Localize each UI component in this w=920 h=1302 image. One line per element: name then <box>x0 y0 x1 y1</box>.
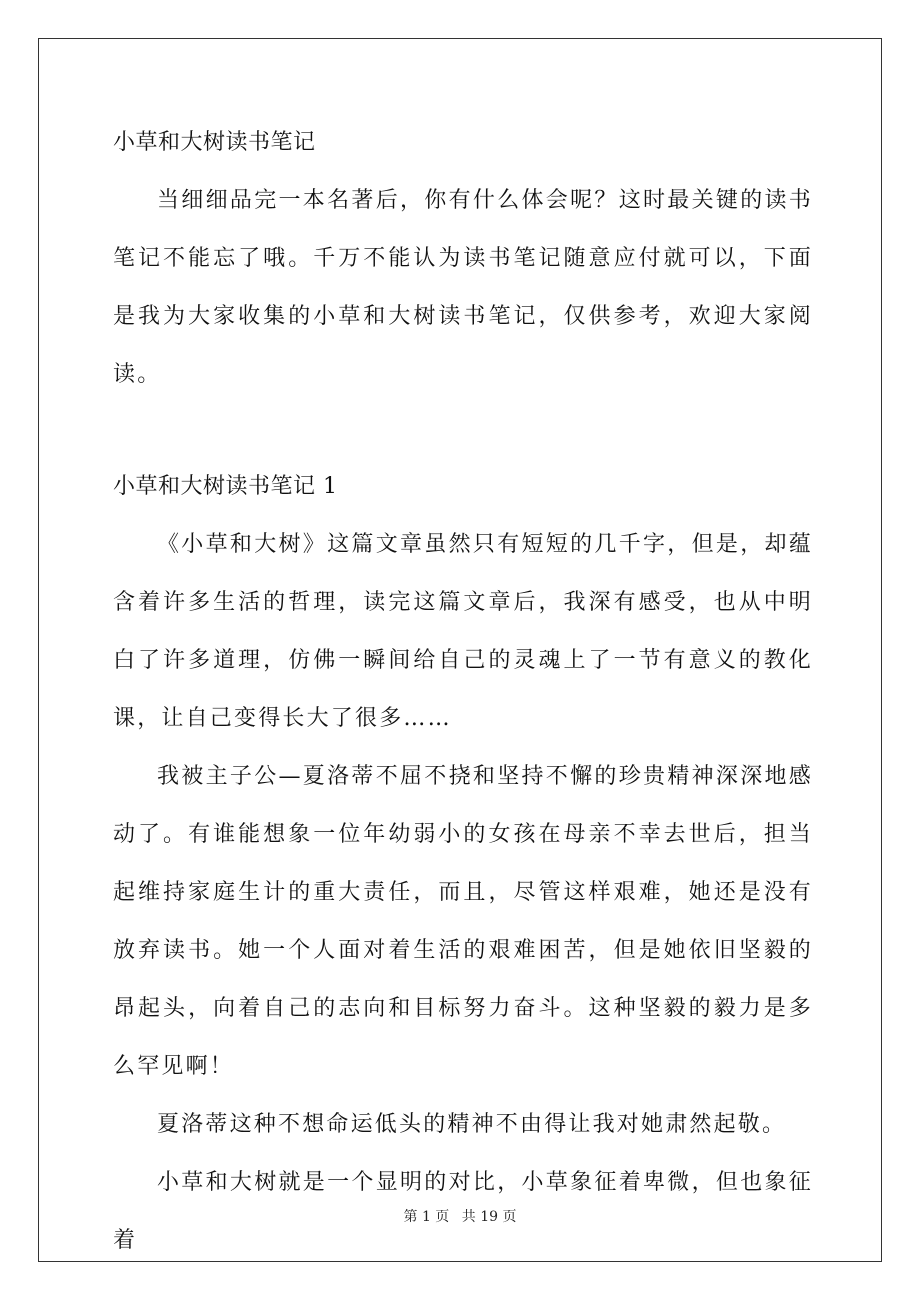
body-paragraph-2: 我被主子公—夏洛蒂不屈不挠和坚持不懈的珍贵精神深深地感动了。有谁能想象一位年幼弱小的女孩在母亲不幸去世后，担当起维持家庭生计的重大责任，而且，尽管这样艰难，她还是没有放弃读书。她一个人面对着生活的艰难困苦，但是她依旧坚毅的昂起头，向着自己的志向和目标努力奋斗。这种坚毅的毅力是多么罕见啊！ <box>113 764 813 1079</box>
page-footer <box>0 1206 920 1226</box>
body-paragraph-1: 《小草和大树》这篇文章虽然只有短短的几千字，但是，却蕴含着许多生活的哲理，读完这篇文章后，我深有感受，也从中明白了许多道理，仿佛一瞬间给自己的灵魂上了一节有意义的教化课，让自己变得长大了很多…… <box>113 532 813 731</box>
document-body <box>113 114 813 1270</box>
page-number: 第 1 页 <box>403 1209 450 1225</box>
intro-paragraph: 当细细品完一本名著后，你有什么体会呢？这时最关键的读书笔记不能忘了哦。千万不能认为读书笔记随意应付就可以，下面是我为大家收集的小草和大树读书笔记，仅供参考，欢迎大家阅读。 <box>113 188 813 387</box>
section-title: 小草和大树读书笔记 1 <box>113 474 338 499</box>
page-total: 共 19 页 <box>461 1209 517 1225</box>
body-paragraph-3: 夏洛蒂这种不想命运低头的精神不由得让我对她肃然起敬。 <box>157 1112 787 1137</box>
section-spacer <box>113 404 813 458</box>
document-title: 小草和大树读书笔记 <box>113 130 316 155</box>
body-paragraph-4: 小草和大树就是一个显明的对比，小草象征着卑微，但也象征着 <box>113 1170 813 1253</box>
